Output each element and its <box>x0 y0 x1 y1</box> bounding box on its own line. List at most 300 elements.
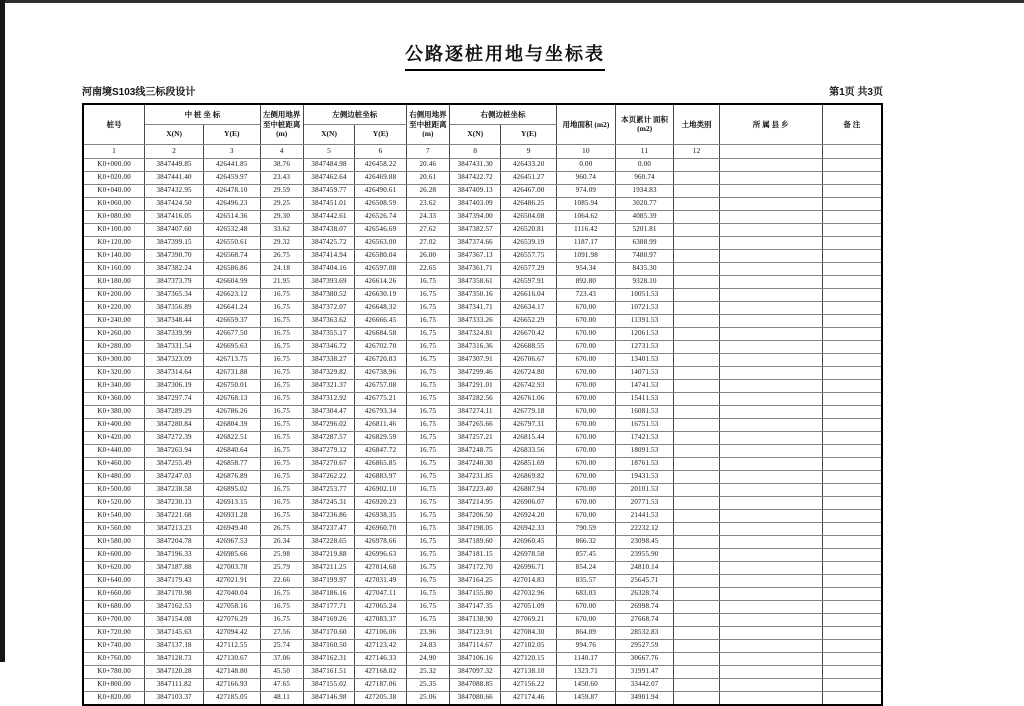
table-cell: 426546.69 <box>355 223 406 236</box>
table-cell <box>674 600 719 613</box>
table-cell: 3847438.07 <box>303 223 354 236</box>
table-cell: 426750.01 <box>203 379 260 392</box>
table-cell: 26.34 <box>260 535 303 548</box>
table-cell: 427058.16 <box>203 600 260 613</box>
table-cell <box>719 509 822 522</box>
table-cell: 3847236.86 <box>303 509 354 522</box>
table-cell <box>674 626 719 639</box>
table-cell: 16.75 <box>260 444 303 457</box>
table-cell: 21441.53 <box>615 509 674 522</box>
table-cell: K0+120.00 <box>83 236 145 249</box>
table-cell: K0+620.00 <box>83 561 145 574</box>
table-cell: 892.80 <box>557 275 616 288</box>
table-cell <box>822 561 882 574</box>
table-cell: 3847123.91 <box>449 626 500 639</box>
table-cell <box>822 262 882 275</box>
table-cell: 12731.53 <box>615 340 674 353</box>
column-number-row <box>83 144 882 158</box>
table-cell: 29.30 <box>260 210 303 223</box>
table-cell <box>674 652 719 665</box>
table-cell: 426906.07 <box>501 496 557 509</box>
table-cell <box>719 392 822 405</box>
table-cell <box>674 262 719 275</box>
table-cell: 3847407.60 <box>145 223 204 236</box>
table-cell: 427130.67 <box>203 652 260 665</box>
table-cell: 426822.51 <box>203 431 260 444</box>
table-cell: K0+800.00 <box>83 678 145 691</box>
table-cell: K0+360.00 <box>83 392 145 405</box>
table-cell: 426459.97 <box>203 171 260 184</box>
table-cell <box>719 431 822 444</box>
table-cell: 427187.06 <box>355 678 406 691</box>
table-cell: 426847.72 <box>355 444 406 457</box>
table-cell: K0+420.00 <box>83 431 145 444</box>
table-cell: 3847211.25 <box>303 561 354 574</box>
table-cell <box>674 249 719 262</box>
table-cell: 835.57 <box>557 574 616 587</box>
table-cell: 33442.07 <box>615 678 674 691</box>
table-cell: 23.43 <box>260 171 303 184</box>
table-cell <box>719 405 822 418</box>
project-name: 河南境S103线三标段设计 <box>82 87 196 98</box>
table-cell: 426949.40 <box>203 522 260 535</box>
table-cell: 3847231.85 <box>449 470 500 483</box>
table-cell <box>822 509 882 522</box>
table-cell: 426508.59 <box>355 197 406 210</box>
table-cell: 3847162.53 <box>145 600 204 613</box>
table-row <box>83 639 882 652</box>
table-cell: 3847289.29 <box>145 405 204 418</box>
table-cell: K0+380.00 <box>83 405 145 418</box>
table-cell: K0+500.00 <box>83 483 145 496</box>
table-row <box>83 392 882 405</box>
table-row <box>83 496 882 509</box>
table-cell <box>822 223 882 236</box>
col-header-cum-area: 本页累计 面积(m2) <box>615 104 674 144</box>
table-cell: 427047.11 <box>355 587 406 600</box>
table-cell: 7480.97 <box>615 249 674 262</box>
table-cell <box>822 483 882 496</box>
table-cell: 27.62 <box>406 223 449 236</box>
table-cell: K0+740.00 <box>83 639 145 652</box>
table-cell: 18091.53 <box>615 444 674 457</box>
table-cell: 16.75 <box>260 353 303 366</box>
table-cell: K0+780.00 <box>83 665 145 678</box>
table-cell: 3847287.57 <box>303 431 354 444</box>
table-cell: 3847198.05 <box>449 522 500 535</box>
table-cell <box>719 249 822 262</box>
table-cell: 670.00 <box>557 392 616 405</box>
table-cell: 3847280.84 <box>145 418 204 431</box>
table-cell <box>822 197 882 210</box>
screenshot-top-edge <box>0 0 1024 3</box>
table-cell: 3847088.85 <box>449 678 500 691</box>
table-cell: 16.75 <box>406 366 449 379</box>
table-cell: 22.65 <box>406 262 449 275</box>
table-row <box>83 535 882 548</box>
table-cell: 426978.66 <box>355 535 406 548</box>
table-row <box>83 457 882 470</box>
table-cell <box>822 535 882 548</box>
table-cell: 427076.29 <box>203 613 260 626</box>
table-cell: 3847080.66 <box>449 691 500 705</box>
table-cell: 26328.74 <box>615 587 674 600</box>
table-cell <box>719 418 822 431</box>
table-cell: 864.09 <box>557 626 616 639</box>
column-number-cell: 4 <box>260 144 303 158</box>
table-cell <box>674 587 719 600</box>
table-cell <box>822 418 882 431</box>
coordinate-table <box>82 103 883 706</box>
table-cell: 23.62 <box>406 197 449 210</box>
table-cell: 16.75 <box>260 301 303 314</box>
table-cell: 16.75 <box>406 405 449 418</box>
table-cell: 1934.83 <box>615 184 674 197</box>
table-cell: 3847128.73 <box>145 652 204 665</box>
table-cell: 16.75 <box>260 392 303 405</box>
column-number-cell <box>719 144 822 158</box>
table-cell <box>719 652 822 665</box>
table-cell: 3847137.18 <box>145 639 204 652</box>
table-cell: 426496.23 <box>203 197 260 210</box>
table-cell: 16.75 <box>260 379 303 392</box>
table-cell: 426775.21 <box>355 392 406 405</box>
table-cell <box>719 236 822 249</box>
table-cell: 426720.83 <box>355 353 406 366</box>
table-row <box>83 210 882 223</box>
table-cell: 16.75 <box>260 418 303 431</box>
table-cell: 3847186.16 <box>303 587 354 600</box>
table-cell: 38.76 <box>260 158 303 171</box>
table-cell: 3847390.70 <box>145 249 204 262</box>
table-cell: 426469.88 <box>355 171 406 184</box>
table-cell: 3847416.05 <box>145 210 204 223</box>
table-cell: 26998.74 <box>615 600 674 613</box>
table-cell: K0+720.00 <box>83 626 145 639</box>
table-cell: K0+220.00 <box>83 301 145 314</box>
table-cell: 426532.48 <box>203 223 260 236</box>
table-cell <box>674 366 719 379</box>
table-cell <box>674 197 719 210</box>
table-cell: 3847382.24 <box>145 262 204 275</box>
table-cell: 16.75 <box>406 522 449 535</box>
table-cell: 3847304.47 <box>303 405 354 418</box>
col-header-left-pile: 左侧边桩坐标 <box>303 104 406 124</box>
table-row <box>83 665 882 678</box>
table-cell: 25.35 <box>406 678 449 691</box>
table-row <box>83 301 882 314</box>
table-cell: 3847424.50 <box>145 197 204 210</box>
table-cell <box>719 457 822 470</box>
table-cell: 427166.93 <box>203 678 260 691</box>
table-cell: 3847162.31 <box>303 652 354 665</box>
table-cell: 3847154.08 <box>145 613 204 626</box>
table-cell: 16.75 <box>260 431 303 444</box>
table-cell: 3847179.43 <box>145 574 204 587</box>
table-row <box>83 522 882 535</box>
table-cell: 16.75 <box>406 340 449 353</box>
table-cell <box>674 405 719 418</box>
table-cell: 16.75 <box>406 561 449 574</box>
table-header <box>83 104 882 158</box>
table-cell: 3847214.95 <box>449 496 500 509</box>
table-cell: 3020.77 <box>615 197 674 210</box>
table-cell: 426713.75 <box>203 353 260 366</box>
table-cell: 426634.17 <box>501 301 557 314</box>
table-cell: 6388.99 <box>615 236 674 249</box>
table-cell: 3847279.12 <box>303 444 354 457</box>
table-cell: 426913.15 <box>203 496 260 509</box>
table-cell: 24.33 <box>406 210 449 223</box>
table-cell <box>822 600 882 613</box>
table-cell: K0+080.00 <box>83 210 145 223</box>
table-cell <box>674 301 719 314</box>
table-row <box>83 249 882 262</box>
col-header-right-ye: Y(E) <box>501 124 557 144</box>
table-row <box>83 223 882 236</box>
table-cell <box>674 223 719 236</box>
table-cell: 670.00 <box>557 314 616 327</box>
table-cell <box>674 561 719 574</box>
table-cell: 426706.67 <box>501 353 557 366</box>
col-header-center-ye: Y(E) <box>203 124 260 144</box>
title-row <box>5 40 1005 71</box>
table-row <box>83 314 882 327</box>
table-cell: 426829.59 <box>355 431 406 444</box>
table-cell <box>822 639 882 652</box>
table-cell: 3847324.81 <box>449 327 500 340</box>
table-cell: 670.00 <box>557 431 616 444</box>
table-cell: 16.75 <box>260 288 303 301</box>
table-cell <box>822 691 882 705</box>
table-cell: 3847257.21 <box>449 431 500 444</box>
table-cell: 3847253.77 <box>303 483 354 496</box>
table-cell: 24.83 <box>406 639 449 652</box>
table-cell: 426895.02 <box>203 483 260 496</box>
table-cell: 427138.10 <box>501 665 557 678</box>
table-cell <box>674 535 719 548</box>
column-number-cell: 8 <box>449 144 500 158</box>
table-cell: 427146.33 <box>355 652 406 665</box>
screenshot-left-edge <box>0 0 5 662</box>
table-cell: 30667.76 <box>615 652 674 665</box>
table-cell: 3847160.50 <box>303 639 354 652</box>
table-cell: 670.00 <box>557 418 616 431</box>
table-cell: 3847161.51 <box>303 665 354 678</box>
table-cell <box>674 574 719 587</box>
table-cell: 426924.20 <box>501 509 557 522</box>
col-header-left-ye: Y(E) <box>355 124 406 144</box>
table-cell: 16.75 <box>406 600 449 613</box>
table-cell: 426902.10 <box>355 483 406 496</box>
table-row <box>83 366 882 379</box>
table-cell: 16.75 <box>406 535 449 548</box>
table-cell: 426804.39 <box>203 418 260 431</box>
table-cell <box>719 470 822 483</box>
table-cell: 426486.25 <box>501 197 557 210</box>
table-row <box>83 431 882 444</box>
table-cell <box>822 171 882 184</box>
table-cell: 994.76 <box>557 639 616 652</box>
table-cell: 3847404.16 <box>303 262 354 275</box>
table-cell: 426604.99 <box>203 275 260 288</box>
table-cell: 22.66 <box>260 574 303 587</box>
table-cell: 3847451.01 <box>303 197 354 210</box>
table-cell: 16.75 <box>406 314 449 327</box>
table-cell: 1064.62 <box>557 210 616 223</box>
table-cell: 16.75 <box>406 431 449 444</box>
table-cell <box>719 522 822 535</box>
table-row <box>83 158 882 171</box>
table-cell <box>822 457 882 470</box>
table-cell: 3847432.95 <box>145 184 204 197</box>
table-cell: 426920.23 <box>355 496 406 509</box>
table-cell: 22232.12 <box>615 522 674 535</box>
table-cell <box>822 275 882 288</box>
table-cell: 3847399.15 <box>145 236 204 249</box>
table-row <box>83 613 882 626</box>
table-cell: 3847263.94 <box>145 444 204 457</box>
table-cell <box>674 444 719 457</box>
table-cell: 47.65 <box>260 678 303 691</box>
table-cell: 3847221.68 <box>145 509 204 522</box>
table-cell: 427021.91 <box>203 574 260 587</box>
table-cell: 426938.35 <box>355 509 406 522</box>
table-cell <box>719 496 822 509</box>
table-cell: 426833.56 <box>501 444 557 457</box>
table-cell: 20771.53 <box>615 496 674 509</box>
table-cell: 26.75 <box>260 249 303 262</box>
table-cell: 3847297.74 <box>145 392 204 405</box>
table-cell <box>719 379 822 392</box>
table-cell <box>822 184 882 197</box>
table-cell: 3847223.40 <box>449 483 500 496</box>
table-cell: 426887.94 <box>501 483 557 496</box>
table-cell <box>822 652 882 665</box>
table-cell <box>822 288 882 301</box>
table-cell: K0+200.00 <box>83 288 145 301</box>
table-cell: K0+340.00 <box>83 379 145 392</box>
table-cell: 3847097.32 <box>449 665 500 678</box>
table-cell: 3847230.13 <box>145 496 204 509</box>
table-cell: 426684.58 <box>355 327 406 340</box>
table-cell: 426539.19 <box>501 236 557 249</box>
table-cell: 29.59 <box>260 184 303 197</box>
table-cell: 3847374.66 <box>449 236 500 249</box>
table-row <box>83 288 882 301</box>
table-cell: 25645.71 <box>615 574 674 587</box>
table-cell: 3847394.00 <box>449 210 500 223</box>
table-cell: 3847262.22 <box>303 470 354 483</box>
col-header-right-pile: 右侧边桩坐标 <box>449 104 556 124</box>
table-cell: 3847272.39 <box>145 431 204 444</box>
table-cell: 3847228.65 <box>303 535 354 548</box>
table-cell: 427065.24 <box>355 600 406 613</box>
table-cell <box>719 301 822 314</box>
table-cell <box>822 613 882 626</box>
table-cell: 37.06 <box>260 652 303 665</box>
table-cell: K0+100.00 <box>83 223 145 236</box>
table-cell: 29.25 <box>260 197 303 210</box>
table-cell: 3847146.98 <box>303 691 354 705</box>
table-cell: 426614.26 <box>355 275 406 288</box>
table-cell: 3847441.40 <box>145 171 204 184</box>
table-cell: K0+480.00 <box>83 470 145 483</box>
table-row <box>83 509 882 522</box>
table-cell <box>822 626 882 639</box>
table-cell: 3847442.61 <box>303 210 354 223</box>
table-cell: 3847106.16 <box>449 652 500 665</box>
table-cell <box>822 548 882 561</box>
table-cell: 3847331.54 <box>145 340 204 353</box>
table-cell: 25.79 <box>260 561 303 574</box>
table-cell: 426597.08 <box>355 262 406 275</box>
table-cell: 427106.06 <box>355 626 406 639</box>
table-cell: K0+540.00 <box>83 509 145 522</box>
table-cell: 17421.53 <box>615 431 674 444</box>
table-cell: 426652.29 <box>501 314 557 327</box>
table-cell: 426659.37 <box>203 314 260 327</box>
table-cell: 5201.81 <box>615 223 674 236</box>
table-cell <box>822 236 882 249</box>
table-cell: K0+680.00 <box>83 600 145 613</box>
table-cell: 3847323.09 <box>145 353 204 366</box>
table-cell: 426490.61 <box>355 184 406 197</box>
table-cell: 3847138.90 <box>449 613 500 626</box>
table-cell: 23.96 <box>406 626 449 639</box>
table-cell: 29527.59 <box>615 639 674 652</box>
table-cell: K0+580.00 <box>83 535 145 548</box>
table-cell: 3847213.23 <box>145 522 204 535</box>
table-cell: 426702.70 <box>355 340 406 353</box>
table-cell: 16.75 <box>406 353 449 366</box>
table-row <box>83 691 882 705</box>
table-cell <box>674 613 719 626</box>
table-cell: 16.75 <box>406 613 449 626</box>
table-cell: 3847169.26 <box>303 613 354 626</box>
column-number-cell: 3 <box>203 144 260 158</box>
table-cell: 427156.22 <box>501 678 557 691</box>
table-cell: 16.75 <box>260 314 303 327</box>
table-cell: 3847361.71 <box>449 262 500 275</box>
table-cell <box>674 171 719 184</box>
table-cell: 15411.53 <box>615 392 674 405</box>
column-number-cell: 6 <box>355 144 406 158</box>
table-cell: 426623.12 <box>203 288 260 301</box>
table-cell: 3847431.30 <box>449 158 500 171</box>
table-cell: 16.75 <box>260 483 303 496</box>
table-cell: K0+280.00 <box>83 340 145 353</box>
table-cell: 3847240.30 <box>449 457 500 470</box>
table-cell <box>719 275 822 288</box>
table-cell: 16.75 <box>406 470 449 483</box>
table-cell <box>674 353 719 366</box>
table-cell: 426960.70 <box>355 522 406 535</box>
table-cell: 426478.10 <box>203 184 260 197</box>
table-cell: 670.00 <box>557 340 616 353</box>
table-cell: 3847355.17 <box>303 327 354 340</box>
column-number-cell: 7 <box>406 144 449 158</box>
table-cell <box>719 197 822 210</box>
table-cell: 14741.53 <box>615 379 674 392</box>
table-cell: 27.02 <box>406 236 449 249</box>
table-cell: 670.00 <box>557 600 616 613</box>
table-cell: 0.00 <box>557 158 616 171</box>
col-header-county: 所 属 县 乡 <box>719 104 822 144</box>
table-cell: 16.75 <box>406 574 449 587</box>
table-cell: 3847282.56 <box>449 392 500 405</box>
table-cell: 3847247.03 <box>145 470 204 483</box>
